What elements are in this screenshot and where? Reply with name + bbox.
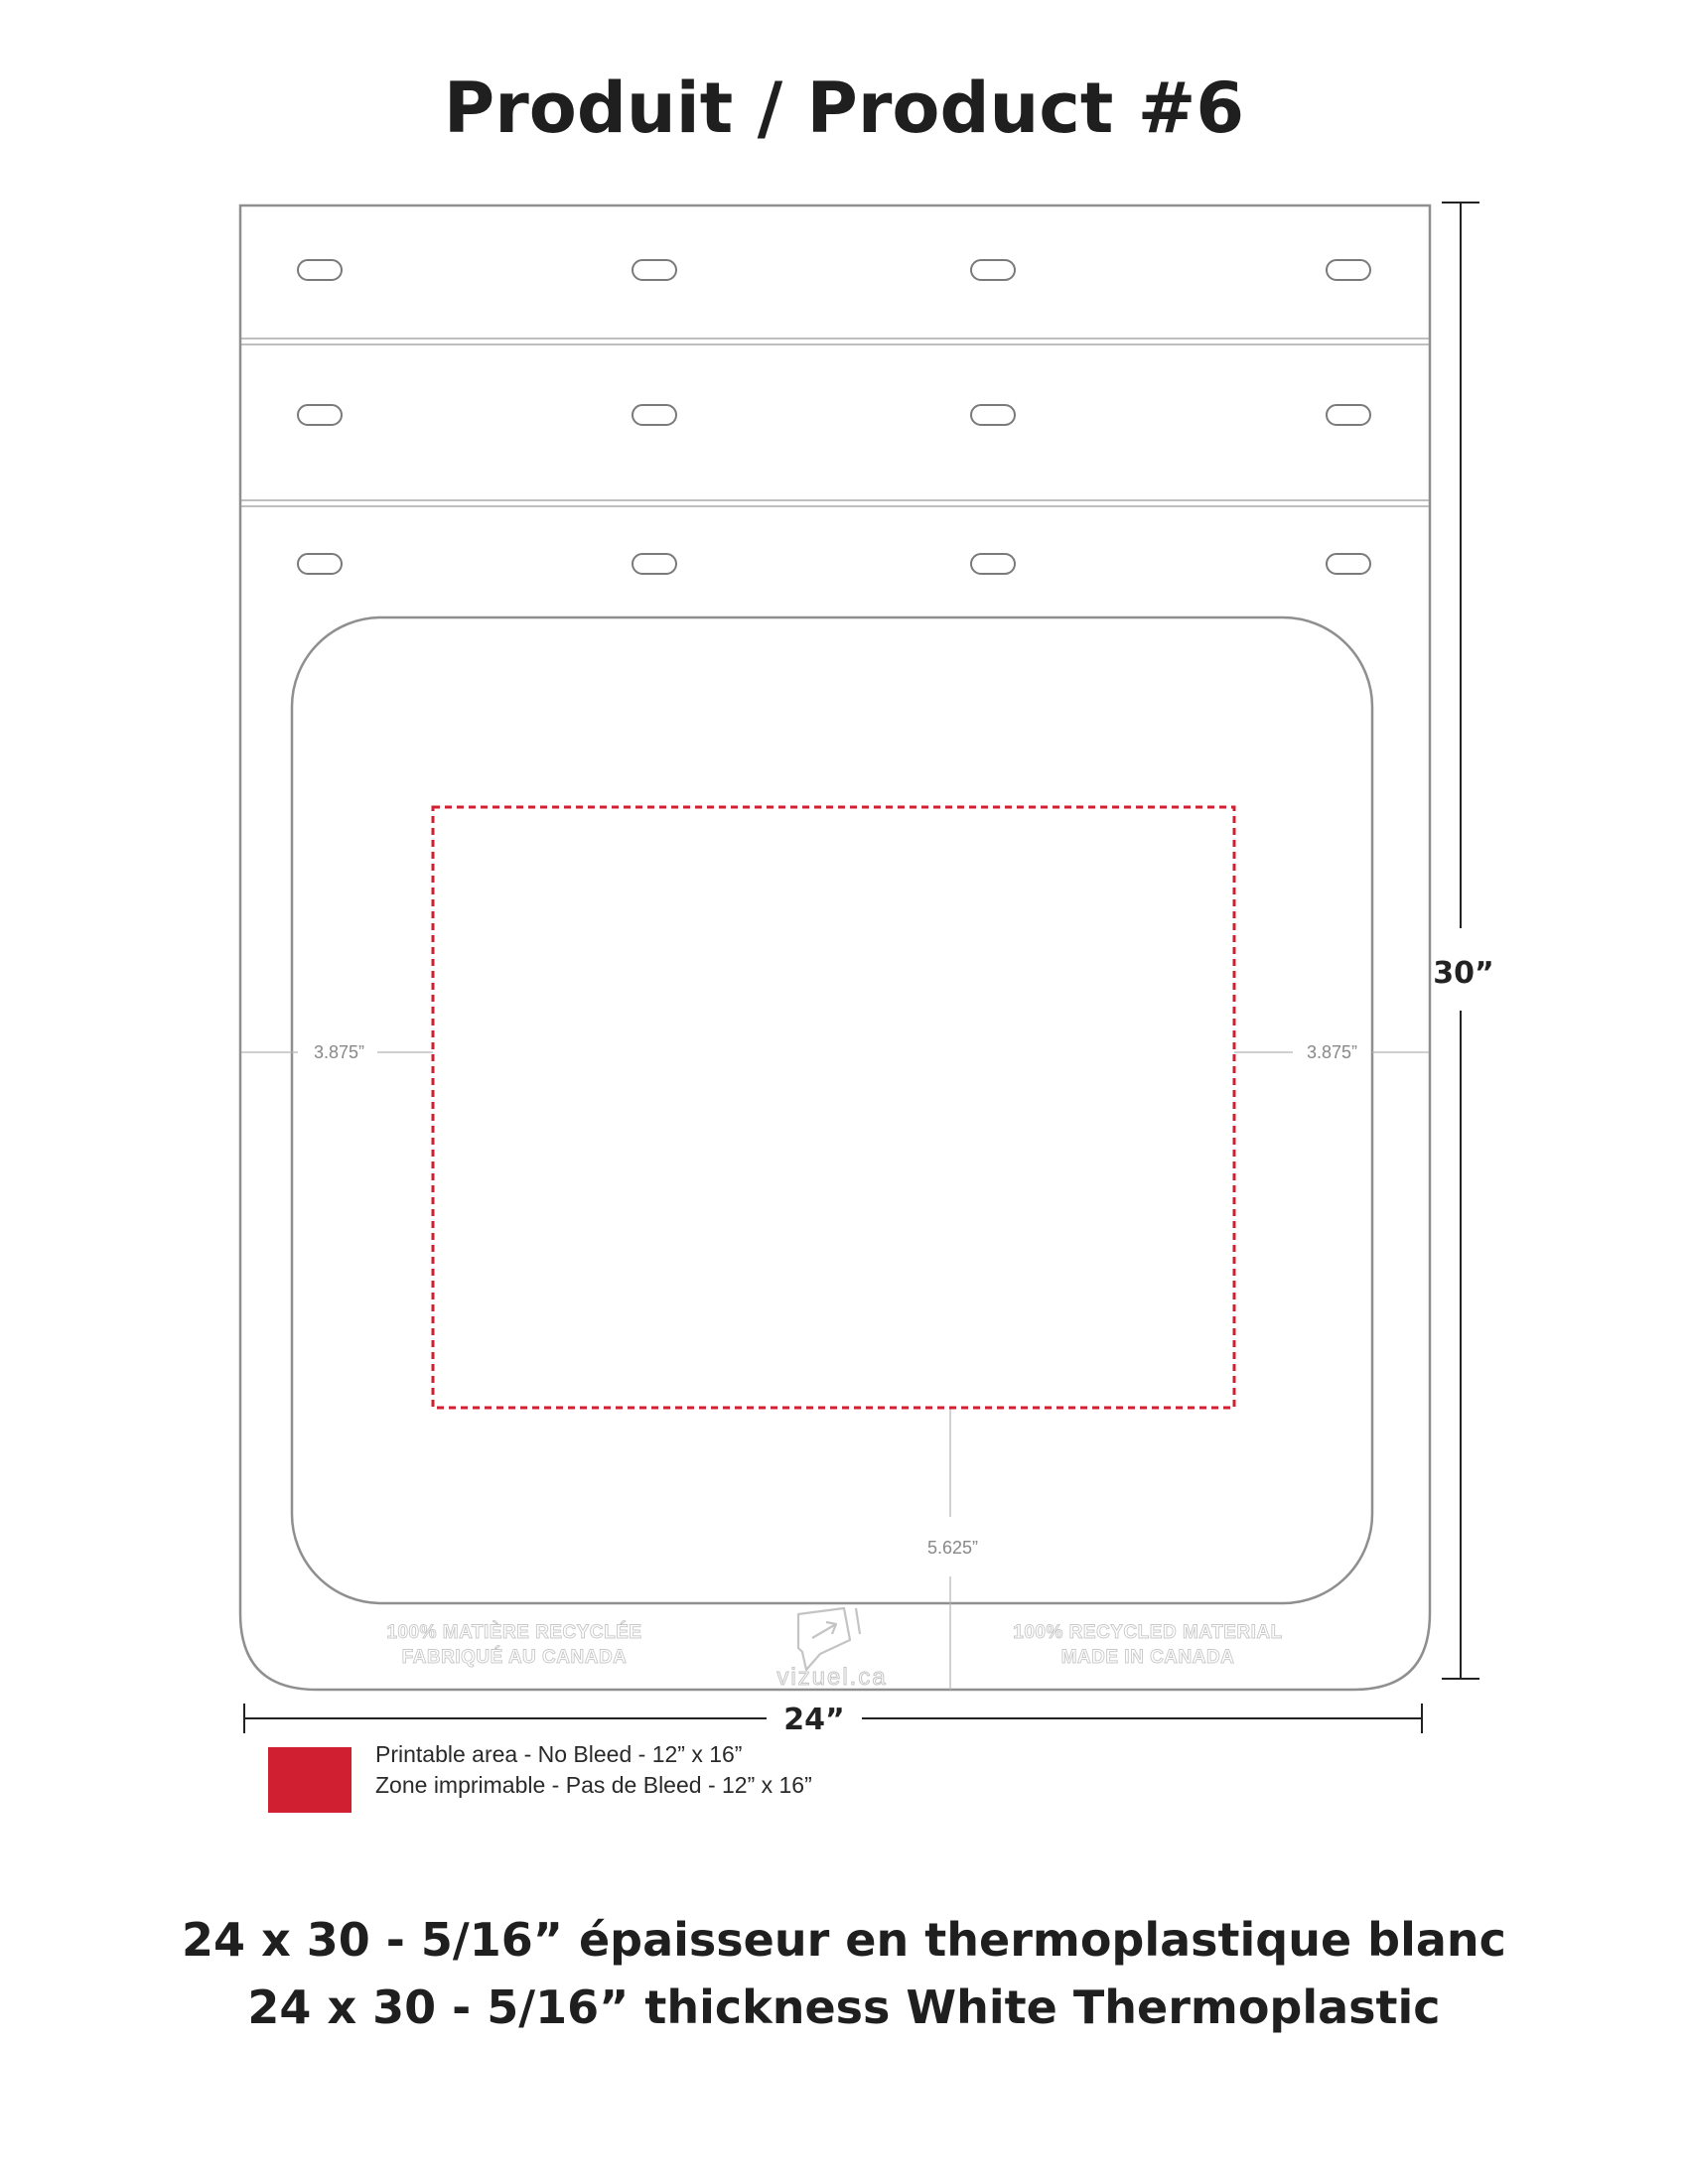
height-label: 30” — [1433, 956, 1494, 991]
mounting-slot — [971, 405, 1015, 425]
left-margin-label: 3.875” — [314, 1042, 365, 1062]
mounting-slot — [971, 260, 1015, 280]
mounting-slot — [1327, 260, 1370, 280]
product-specs — [0, 1906, 1688, 2041]
legend-text — [375, 1739, 812, 1801]
printable-area-swatch — [268, 1747, 352, 1813]
imprint-fr-line1: 100% MATIÈRE RECYCLÉE — [386, 1622, 642, 1643]
legend-line-en: Printable area - No Bleed - 12” x 16” — [375, 1741, 743, 1767]
mounting-slot — [633, 260, 676, 280]
page-title: Produit / Product #6 — [443, 68, 1245, 149]
flap-outline — [240, 205, 1430, 1690]
mounting-slot — [633, 554, 676, 574]
brand-wordmark: vizuel.ca — [776, 1664, 888, 1691]
imprint-fr-line2: FABRIQUÉ AU CANADA — [401, 1647, 628, 1668]
mounting-slots — [298, 260, 1370, 574]
measure-guides — [241, 1052, 1429, 1690]
spec-line-fr: 24 x 30 - 5/16” épaisseur en thermoplastique blanc — [182, 1913, 1506, 1967]
right-margin-label: 3.875” — [1307, 1042, 1358, 1062]
imprint-en-line1: 100% RECYCLED MATERIAL — [1013, 1622, 1283, 1643]
mounting-slot — [298, 554, 342, 574]
mounting-slot — [298, 405, 342, 425]
vizuel-logo-icon — [798, 1608, 860, 1670]
height-dimension-line — [1442, 203, 1479, 1679]
mounting-slot — [298, 260, 342, 280]
width-label: 24” — [783, 1703, 845, 1737]
fold-lines — [241, 339, 1429, 506]
mounting-slot — [1327, 405, 1370, 425]
mounting-slot — [1327, 554, 1370, 574]
inner-panel — [292, 617, 1372, 1603]
mounting-slot — [633, 405, 676, 425]
mounting-slot — [971, 554, 1015, 574]
legend-line-fr: Zone imprimable - Pas de Bleed - 12” x 16” — [375, 1772, 812, 1798]
bottom-margin-label: 5.625” — [927, 1538, 979, 1558]
printable-area — [433, 807, 1234, 1408]
spec-line-en: 24 x 30 - 5/16” thickness White Thermoplastic — [247, 1980, 1441, 2034]
imprint-en-line2: MADE IN CANADA — [1060, 1647, 1235, 1668]
